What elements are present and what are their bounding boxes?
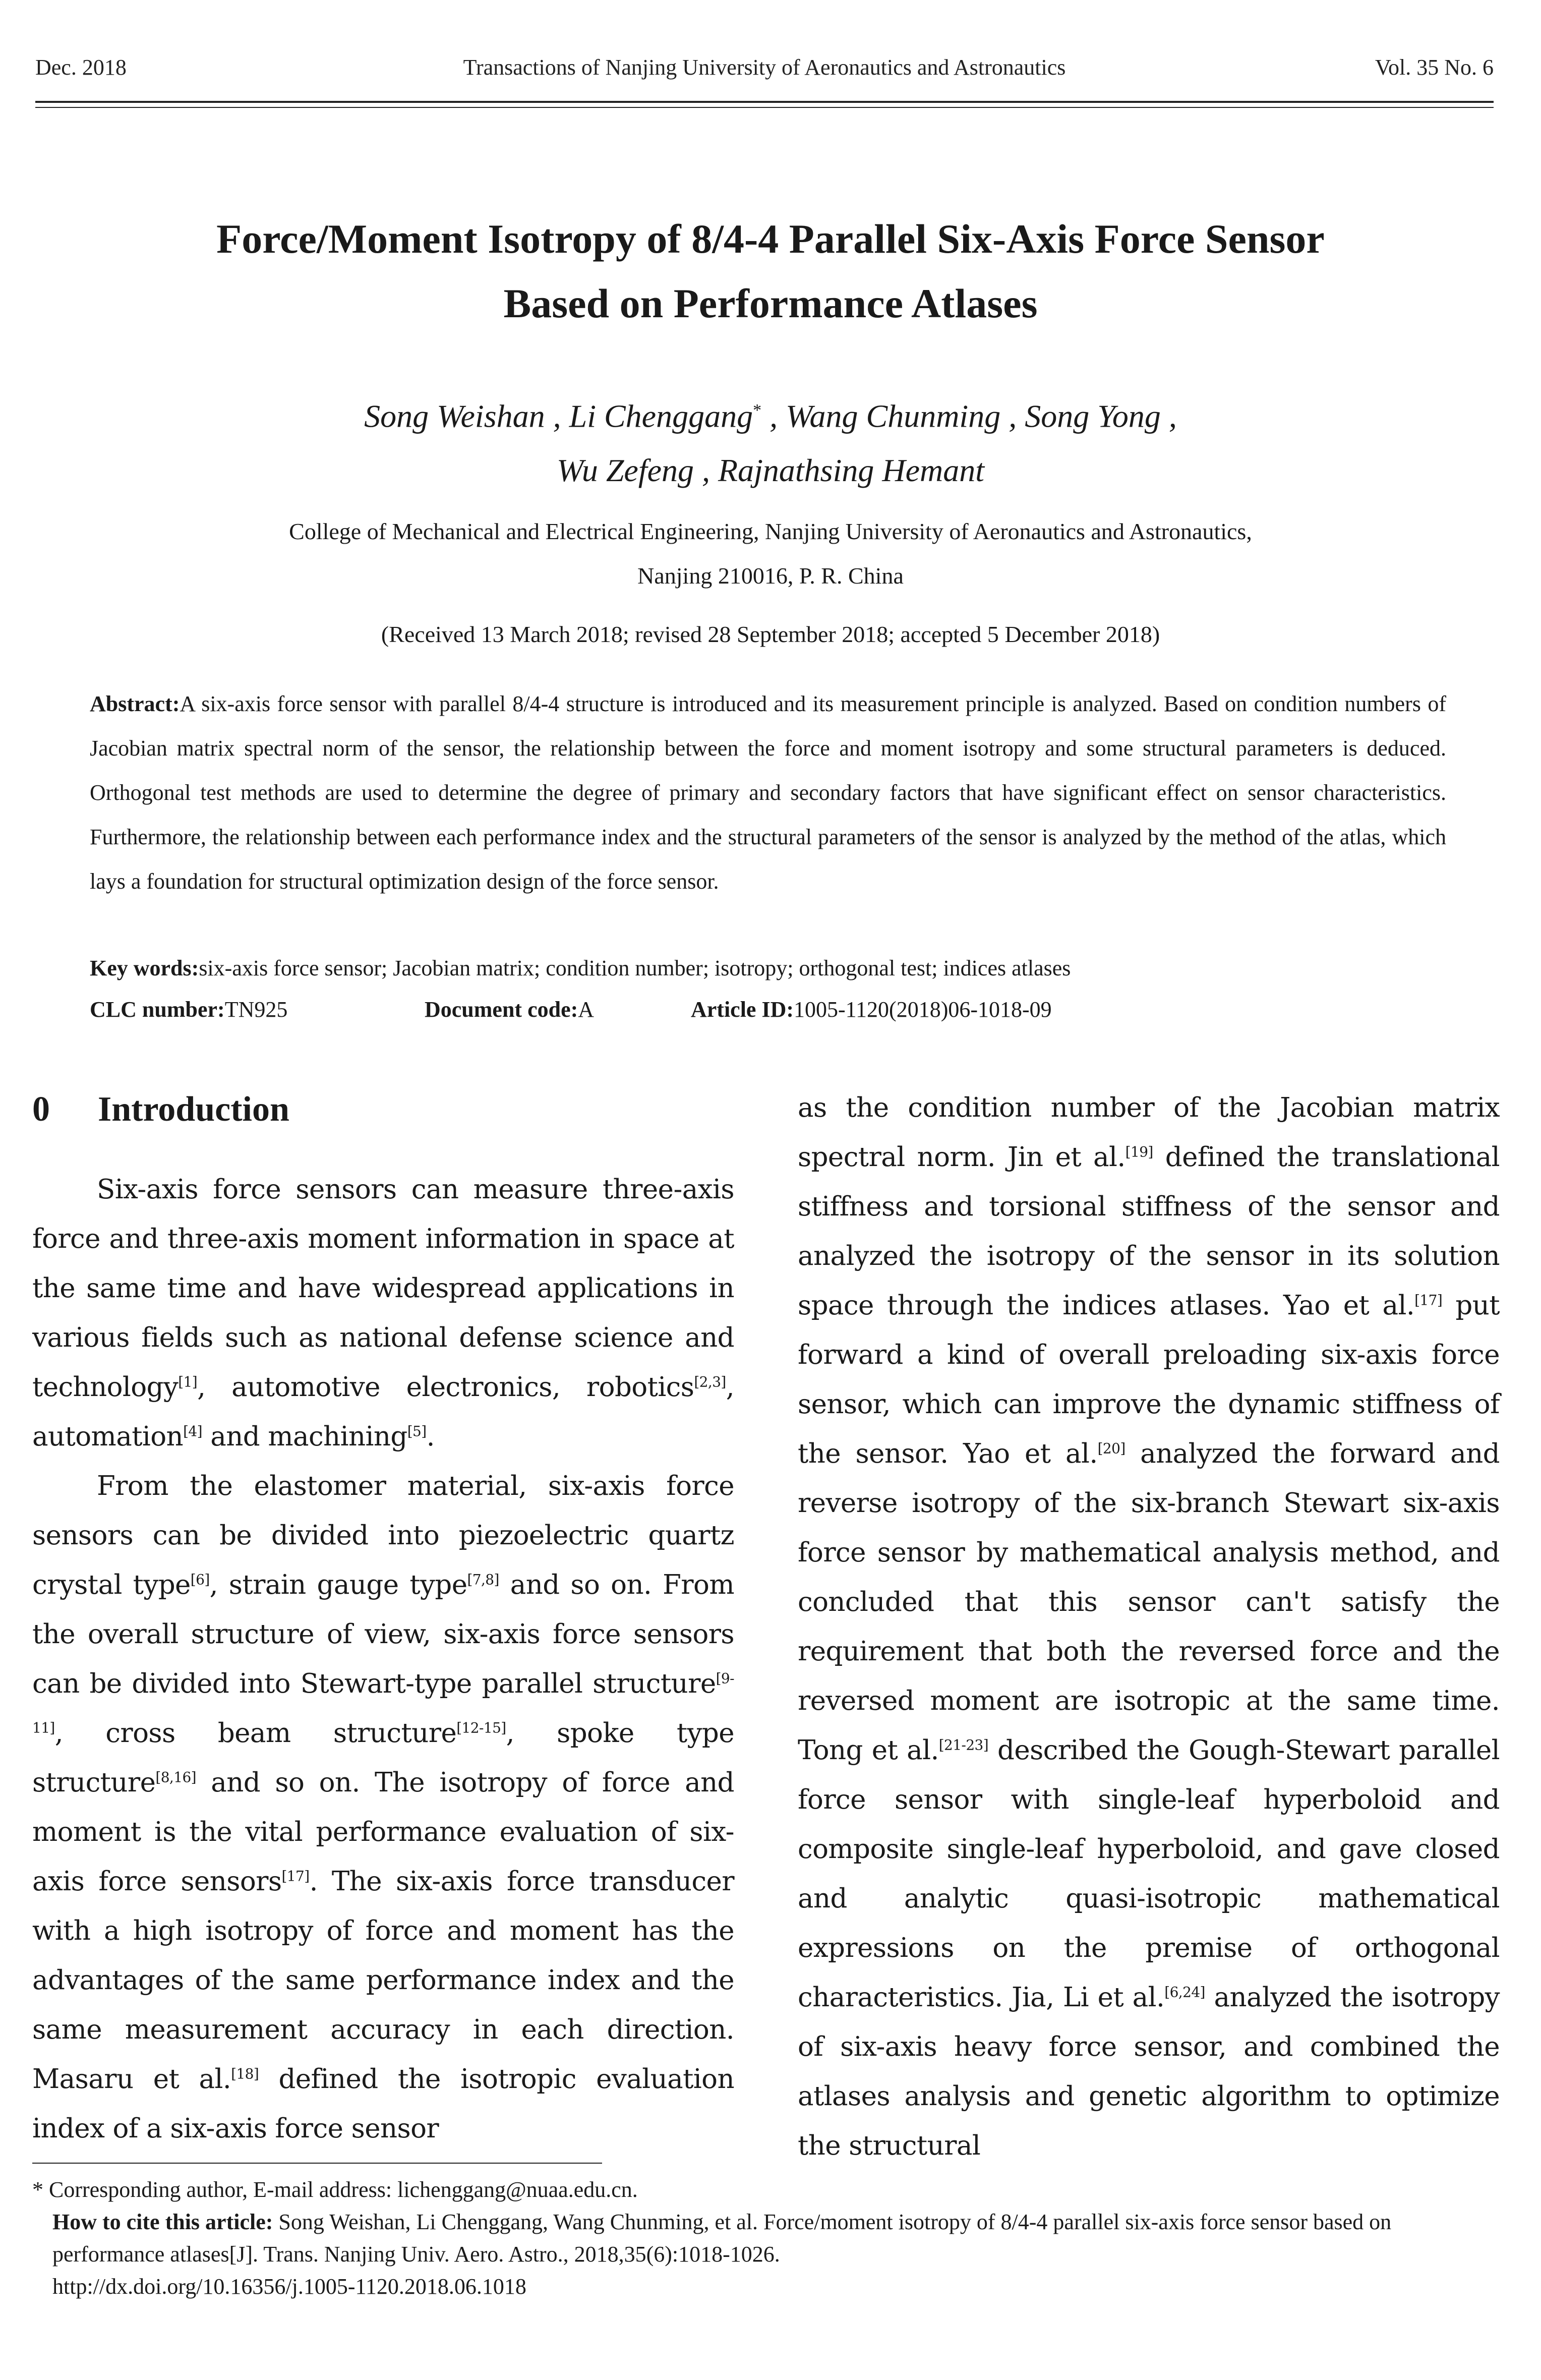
citation: [17] bbox=[281, 1868, 310, 1885]
header-rule-thick bbox=[35, 101, 1494, 103]
cite-label: How to cite this article: bbox=[52, 2210, 273, 2234]
citation: [1] bbox=[178, 1373, 198, 1390]
classification-meta bbox=[90, 990, 1446, 1030]
issue-date: Dec. 2018 bbox=[35, 55, 127, 80]
journal-name: Transactions of Nanjing University of Aeronautics and Astronautics bbox=[463, 55, 1066, 80]
affiliation bbox=[50, 509, 1491, 598]
authors-part-b: , Wang Chunming , Song Yong , bbox=[761, 398, 1177, 434]
abstract-label: Abstract: bbox=[90, 691, 180, 716]
paragraph: Six-axis force sensors can measure three-axis force and three-axis moment information in space at the same time and have widespread applications in various fields such as national defense science and technology[1], automotive electronics, robotics[2,3], automation[4] and machining[5]. bbox=[32, 1174, 734, 1452]
citation: [9-11] bbox=[32, 1670, 734, 1736]
clc-value: TN925 bbox=[224, 997, 288, 1022]
volume-number: Vol. 35 No. 6 bbox=[1375, 55, 1494, 80]
corresponding-author-note: * Corresponding author, E-mail address: lichenggang@nuaa.edu.cn. bbox=[32, 2177, 638, 2202]
citation: [12-15] bbox=[456, 1719, 506, 1736]
doc-code-label: Document code: bbox=[425, 997, 578, 1022]
affiliation-line-2: Nanjing 210016, P. R. China bbox=[637, 563, 904, 589]
section-heading bbox=[32, 1084, 289, 1135]
right-column bbox=[798, 1083, 1500, 2171]
paragraph: as the condition number of the Jacobian matrix spectral norm. Jin et al.[19] defined the translational stiffness and torsional stiffness of the sensor and analyzed the isotropy of the sensor in its solution space through the indices atlases. Yao et al.[17] put forward a kind of overall preloading six-axis force sensor, which can improve the dynamic stiffness of the sensor. Yao et al.[20] analyzed the forward and reverse isotropy of the six-branch Stewart six-axis force sensor by mathematical analysis method, and concluded that this sensor can't satisfy the requirement that both the reversed force and the reversed moment are isotropic at the same time. Tong et al.[21-23] described the Gough-Stewart parallel force sensor with single-leaf hyperboloid and composite single-leaf hyperboloid, and gave closed and analytic quasi-isotropic mathematical expressions on the premise of orthogonal characteristics. Jia, Li et al.[6,24] analyzed the isotropy of six-axis heavy force sensor, and combined the atlases analysis and genetic algorithm to optimize the structural bbox=[798, 1092, 1500, 2161]
citation: [21-23] bbox=[938, 1736, 989, 1754]
footnote-rule bbox=[32, 2163, 602, 2164]
title-line-1: Force/Moment Isotropy of 8/4-4 Parallel Six-Axis Force Sensor bbox=[216, 216, 1325, 262]
citation: [8,16] bbox=[155, 1769, 196, 1786]
title-line-2: Based on Performance Atlases bbox=[503, 280, 1038, 326]
doi-link[interactable]: http://dx.doi.org/10.16356/j.1005-1120.2018.06.1018 bbox=[52, 2274, 526, 2299]
citation: [5] bbox=[407, 1423, 427, 1440]
left-column bbox=[32, 1165, 734, 2154]
clc-label: CLC number: bbox=[90, 997, 225, 1022]
doc-code-value: A bbox=[578, 997, 595, 1022]
citation: [17] bbox=[1414, 1292, 1443, 1309]
article-id-value: 1005-1120(2018)06-1018-09 bbox=[794, 997, 1052, 1022]
corresponding-star: * bbox=[753, 401, 762, 420]
citation: [7,8] bbox=[467, 1571, 499, 1588]
footnotes bbox=[32, 2174, 1500, 2303]
authors-line-1 bbox=[50, 383, 1491, 443]
citation: [2,3] bbox=[694, 1373, 726, 1390]
citation: [6,24] bbox=[1164, 1984, 1205, 2001]
authors-line-2: Wu Zefeng , Rajnathsing Hemant bbox=[557, 452, 984, 489]
citation: [18] bbox=[231, 2065, 259, 2082]
received-dates: (Received 13 March 2018; revised 28 September 2018; accepted 5 December 2018) bbox=[381, 621, 1160, 647]
section-title: Introduction bbox=[98, 1090, 289, 1129]
citation: [4] bbox=[183, 1423, 202, 1440]
running-header bbox=[35, 54, 1494, 85]
keywords-text: six-axis force sensor; Jacobian matrix; condition number; isotropy; orthogonal test; indices atlases bbox=[199, 956, 1071, 980]
header-rule-thin bbox=[35, 107, 1494, 108]
keywords-label: Key words: bbox=[90, 956, 199, 980]
paper-title bbox=[50, 207, 1491, 336]
abstract bbox=[90, 682, 1446, 904]
keywords bbox=[90, 948, 1446, 989]
cite-text: Song Weishan, Li Chenggang, Wang Chunming, et al. Force/moment isotropy of 8/4-4 parallel six-axis force sensor based on performance atlases[J]. Trans. Nanjing Univ. Aero. Astro., 2018,35(6):1018-1026. bbox=[52, 2210, 1392, 2267]
citation: [20] bbox=[1097, 1440, 1125, 1457]
citation: [19] bbox=[1125, 1143, 1153, 1160]
affiliation-line-1: College of Mechanical and Electrical Engineering, Nanjing University of Aeronautics and Astronautics, bbox=[289, 518, 1252, 544]
authors-part-a: Song Weishan , Li Chenggang bbox=[364, 398, 753, 434]
paragraph: From the elastomer material, six-axis force sensors can be divided into piezoelectric quartz crystal type[6], strain gauge type[7,8] and so on. From the overall structure of view, six-axis force sensors can be divided into Stewart-type parallel structure[9-11], cross beam structure[12-15], spoke type structure[8,16] and so on. The isotropy of force and moment is the vital performance evaluation of six-axis force sensors[17]. The six-axis force transducer with a high isotropy of force and moment has the advantages of the same performance index and the same measurement accuracy in each direction. Masaru et al.[18] defined the isotropic evaluation index of a six-axis force sensor bbox=[32, 1471, 735, 2144]
citation-note bbox=[32, 2206, 1500, 2271]
abstract-text: A six-axis force sensor with parallel 8/4-4 structure is introduced and its measurement principle is analyzed. Based on condition numbers of Jacobian matrix spectral norm of the sensor, the relationship between the force and moment isotropy and some structural parameters is deduced. Orthogonal test methods are used to determine the degree of primary and secondary factors that have significant effect on sensor characteristics. Furthermore, the relationship between each performance index and the structural parameters of the sensor is analyzed by the method of the atlas, which lays a foundation for structural optimization design of the force sensor. bbox=[90, 691, 1446, 894]
author-list bbox=[50, 383, 1491, 498]
article-id-label: Article ID: bbox=[691, 997, 794, 1022]
section-number: 0 bbox=[32, 1090, 50, 1129]
citation: [6] bbox=[190, 1571, 210, 1588]
